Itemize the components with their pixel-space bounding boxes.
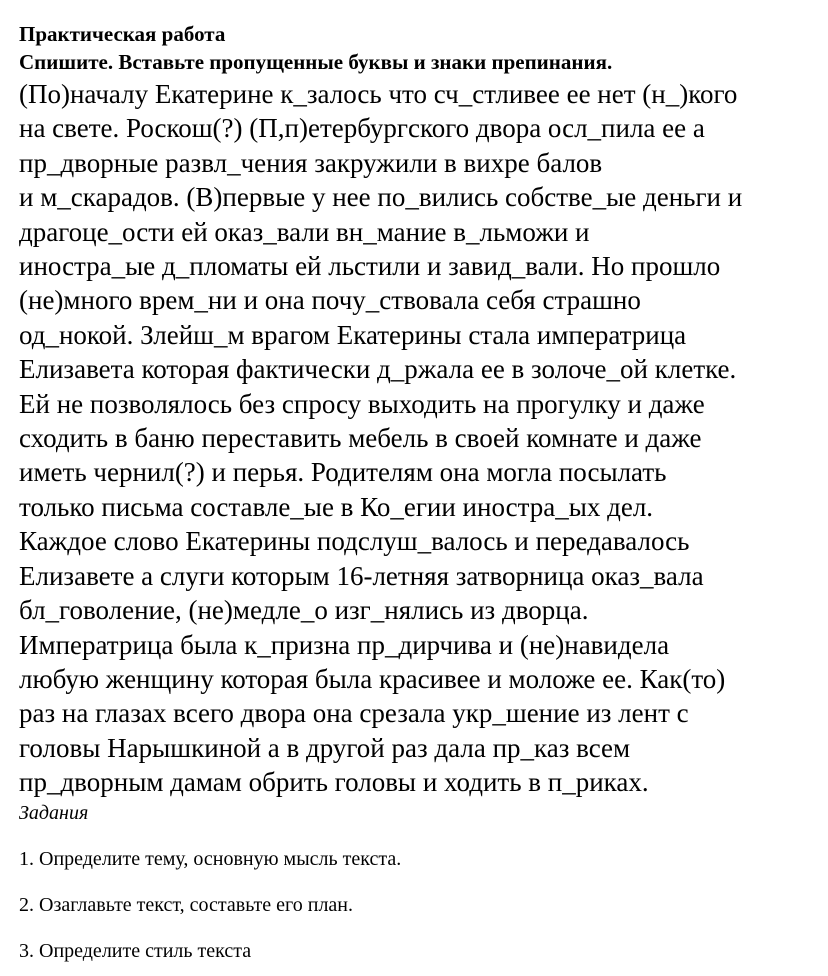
text-line: и м_скарадов. (В)первые у нее по_вились собстве_ые деньги и: [19, 182, 743, 213]
text-line: раз на глазах всего двора она срезала укр_шение из лент с: [19, 698, 689, 729]
exercise-text: [19, 77, 819, 800]
text-line: (не)много врем_ни и она почу_ствовала себя страшно: [19, 285, 641, 316]
tasks-heading: Задания: [19, 801, 89, 824]
document-title: Практическая работа: [19, 22, 226, 46]
text-line: пр_дворные развл_чения закружили в вихре балов: [19, 147, 603, 178]
text-line: иметь чернил(?) и перья. Родителям она могла посылать: [19, 457, 667, 488]
task-item: 2. Озаглавьте текст, составьте его план.: [19, 893, 354, 916]
text-line: од_нокой. Злейш_м врагом Екатерины стала императрица: [19, 319, 687, 350]
document-instruction: Спишите. Вставьте пропущенные буквы и знаки препинания.: [19, 50, 613, 74]
text-line: драгоце_ости ей оказ_вали вн_мание в_льможи и: [19, 216, 590, 247]
text-line: пр_дворным дамам обрить головы и ходить в п_риках.: [19, 767, 649, 798]
task-item: 3. Определите стиль текста: [19, 939, 252, 962]
text-line: сходить в баню переставить мебель в своей комнате и даже: [19, 423, 702, 454]
text-line: Елизавета которая фактически д_ржала ее в золоче_ой клетке.: [19, 354, 737, 385]
document-page: [19, 20, 819, 963]
text-line: бл_говоление, (не)медле_о изг_нялись из дворца.: [19, 595, 589, 626]
text-line: только письма составле_ые в Ко_егии иностра_ых дел.: [19, 491, 654, 522]
text-line: на свете. Роскош(?) (П,п)етербургского двора осл_пила ее а: [19, 113, 705, 144]
text-line: головы Нарышкиной а в другой раз дала пр_каз всем: [19, 732, 631, 763]
text-line: Императрица была к_призна пр_дирчива и (не)навидела: [19, 629, 670, 660]
text-line: любую женщину которая была красивее и моложе ее. Как(то): [19, 663, 726, 694]
task-item: 1. Определите тему, основную мысль текста.: [19, 847, 402, 870]
text-line: Ей не позволялось без спросу выходить на прогулку и даже: [19, 388, 705, 419]
text-line: Каждое слово Екатерины подслуш_валось и передавалось: [19, 526, 690, 557]
text-line: иностра_ые д_пломаты ей льстили и завид_вали. Но прошло: [19, 251, 721, 282]
text-line: Елизавете а слуги которым 16-летняя затворница оказ_вала: [19, 560, 704, 591]
text-line: (По)началу Екатерине к_залось что сч_стливее ее нет (н_)кого: [19, 79, 738, 109]
